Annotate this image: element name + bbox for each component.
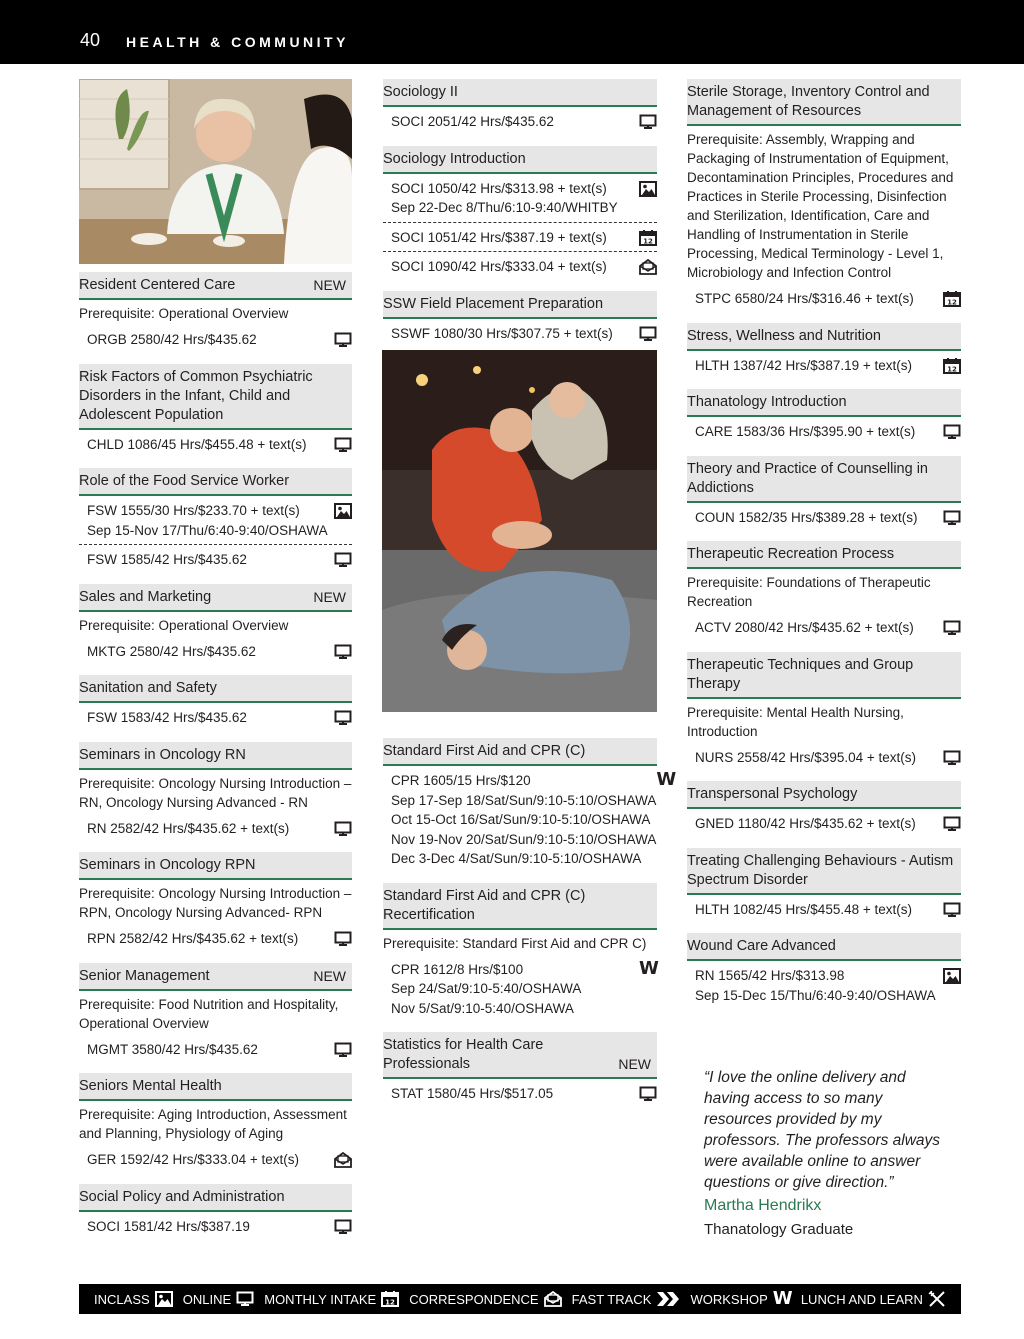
course-entry [383,79,657,136]
schedule-line: Sep 15-Nov 17/Thu/6:40-9:40/OSHAWA [87,522,328,538]
online-icon [943,902,961,918]
course-code-line: ACTV 2080/42 Hrs/$435.62 + text(s) [695,620,914,635]
section-title: HEALTH & COMMUNITY [126,34,349,50]
course-code-line: MGMT 3580/42 Hrs/$435.62 [87,1041,258,1057]
online-icon [943,816,961,832]
course-entry [383,738,677,873]
legend-item [801,1291,946,1307]
course-section [79,325,352,354]
course-title: Resident Centered Care [79,277,236,293]
course-prerequisite: Prerequisite: Mental Health Nursing, Introduction [687,704,904,739]
course-code-line: SOCI 1090/42 Hrs/$333.04 + text(s) [391,259,607,274]
course-code-line: FSW 1555/30 Hrs/$233.70 + text(s) [87,503,300,518]
legend-label: LUNCH AND LEARN [800,1291,923,1307]
course-code-line: COUN 1582/35 Hrs/$389.28 + text(s) [695,509,918,525]
course-entry [687,848,961,924]
workshop-icon: W [639,957,659,979]
online-icon [334,931,352,947]
correspondence-icon [639,259,657,275]
monthly-intake-icon [381,1291,399,1307]
svg-text:12: 12 [643,237,653,245]
course-heading [79,852,352,880]
course-heading [79,675,352,703]
column-2 [383,79,677,1118]
online-icon [334,437,352,453]
course-entry [687,541,961,642]
course-title: Transpersonal Psychology [687,786,858,802]
course-title: Sterile Storage, Inventory Control and Management of Resources [687,84,930,119]
course-section [79,924,352,953]
course-code-line: NURS 2558/42 Hrs/$395.04 + text(s) [695,749,916,765]
course-title: Sociology Introduction [383,150,526,167]
course-entry [687,456,961,532]
course-title: Role of the Food Service Worker [79,473,290,489]
schedule-line: Nov 5/Sat/9:10-5:40/OSHAWA [391,1000,574,1016]
course-section [383,174,657,223]
course-section [79,703,352,732]
course-entry [79,468,352,574]
online-icon [334,644,352,660]
inclass-icon [639,181,657,197]
course-section [79,637,352,666]
course-section [383,319,657,348]
course-code-line: STAT 1580/45 Hrs/$517.05 [391,1086,554,1101]
page-number: 40 [80,30,101,50]
course-title: Treating Challenging Behaviours - Autism Spectrum Disorder [687,852,954,888]
schedule-line: Sep 15-Dec 15/Thu/6:40-9:40/OSHAWA [695,987,936,1003]
inclass-icon [943,968,961,984]
course-heading [79,272,352,300]
schedule-line: Sep 22-Dec 8/Thu/6:10-9:40/WHITBY [391,200,618,215]
course-entry [79,963,352,1064]
new-badge: NEW [313,588,346,605]
course-heading [687,652,961,699]
course-heading [687,541,961,569]
course-entry [79,364,352,459]
course-heading [383,883,657,930]
course-title: Stress, Wellness and Nutrition [687,327,881,344]
column-3 [687,79,961,1019]
online-icon [639,1086,657,1102]
course-entry [79,1073,352,1174]
course-heading [79,742,352,770]
legend-item [409,1291,561,1307]
course-title: Seminars in Oncology RN [79,746,246,763]
course-heading [687,781,961,809]
course-title: Theory and Practice of Counselling in Addictions [687,460,928,496]
course-heading [687,456,961,503]
course-prerequisite: Prerequisite: Operational Overview [79,306,289,321]
course-code-line: CPR 1612/8 Hrs/$100 [391,961,524,977]
schedule-line: Dec 3-Dec 4/Sat/Sun/9:10-5:10/OSHAWA [391,851,642,866]
legend-item [183,1291,254,1307]
legend-label: CORRESPONDENCE [409,1291,539,1307]
legend-label: INCLASS [94,1291,150,1307]
course-title: Sales and Marketing [79,588,212,605]
photo-cpr-training [382,350,657,712]
course-code-line: GNED 1180/42 Hrs/$435.62 + text(s) [695,816,916,831]
course-code-line: SOCI 2051/42 Hrs/$435.62 [391,114,554,129]
fast-track-icon [656,1291,680,1307]
course-title: Seminars in Oncology RPN [79,857,256,873]
course-heading [79,963,352,991]
monthly-intake-icon [943,358,961,374]
course-title: Standard First Aid and CPR (C) Recertification [383,887,586,923]
legend-item [264,1291,399,1307]
course-list-col2b [383,738,677,1108]
online-icon [943,620,961,636]
column-1 [79,79,352,1250]
lunch-and-learn-icon [928,1291,946,1307]
schedule-line: Nov 19-Nov 20/Sat/Sun/9:10-5:10/OSHAWA [391,831,657,847]
inclass-icon [155,1291,173,1307]
online-icon [639,114,657,130]
course-entry [383,1032,657,1108]
inclass-icon [334,503,352,519]
course-heading [79,468,352,496]
testimonial-role: Thanatology Graduate [704,1221,854,1238]
course-entry [687,652,961,772]
course-entry [383,883,657,1023]
online-icon [943,510,961,526]
course-prerequisite: Prerequisite: Food Nutrition and Hospitality, Operational Overview [79,996,339,1031]
course-entry [383,291,657,348]
course-title: SSW Field Placement Preparation [383,295,604,312]
legend-label: WORKSHOP [690,1291,768,1307]
course-section [383,766,677,873]
legend-item [690,1288,793,1309]
course-prerequisite: Prerequisite: Oncology Nursing Introduction – RN, Oncology Nursing Advanced - RN [79,775,352,810]
course-list-col2a [383,79,657,347]
course-heading [79,1184,352,1212]
svg-text:12: 12 [947,298,957,307]
course-entry [687,389,961,446]
new-badge: NEW [618,1056,651,1072]
schedule-line: Oct 15-Oct 16/Sat/Sun/9:10-5:10/OSHAWA [391,812,651,827]
course-code-line: RN 2582/42 Hrs/$435.62 + text(s) [87,820,290,836]
course-list-col3 [687,79,961,1009]
testimonial-quote: “I love the online delivery and having access to so many resources provided by my professors. The professors always were available online to answer questions or give direction.” [704,1069,941,1191]
course-section [687,417,961,446]
online-icon [334,332,352,348]
workshop-icon: W [772,1288,793,1309]
online-icon [334,821,352,837]
course-title: Seniors Mental Health [79,1078,222,1094]
correspondence-icon [334,1152,352,1168]
course-section [383,107,657,136]
course-prerequisite: Prerequisite: Oncology Nursing Introduction – RPN, Oncology Nursing Advanced- RPN [79,886,352,920]
course-code-line: HLTH 1082/45 Hrs/$455.48 + text(s) [695,901,912,917]
course-title: Thanatology Introduction [687,394,847,410]
course-code-line: SOCI 1581/42 Hrs/$387.19 [87,1218,250,1234]
course-section [383,252,657,281]
course-code-line: SOCI 1050/42 Hrs/$313.98 + text(s) [391,180,607,196]
online-icon [334,552,352,568]
course-code-line: FSW 1583/42 Hrs/$435.62 [87,710,247,725]
course-entry [687,323,961,380]
course-section [687,895,961,924]
online-icon [236,1291,254,1307]
delivery-legend-bar [79,1284,961,1314]
course-section [79,545,352,574]
svg-text:12: 12 [947,365,957,373]
legend-label: FAST TRACK [571,1291,652,1307]
course-entry [79,1184,352,1241]
course-code-line: HLTH 1387/42 Hrs/$387.19 + text(s) [695,357,912,373]
course-code-line: STPC 6580/24 Hrs/$316.46 + text(s) [695,291,914,306]
course-entry [687,79,961,313]
schedule-line: Sep 24/Sat/9:10-5:40/OSHAWA [391,981,582,996]
course-section [687,503,961,532]
course-entry [79,272,352,354]
course-section [79,1035,352,1064]
testimonial-name: Martha Hendrikx [704,1197,822,1214]
course-title: Sanitation and Safety [79,680,217,696]
course-entry [383,146,657,281]
new-badge: NEW [313,967,346,984]
course-code-line: GER 1592/42 Hrs/$333.04 + text(s) [87,1152,299,1167]
course-entry [79,675,352,732]
course-title: Risk Factors of Common Psychiatric Disorders in the Infant, Child and Adolescent Population [79,368,313,423]
course-code-line: CHLD 1086/45 Hrs/$455.48 + text(s) [87,436,307,452]
course-prerequisite: Prerequisite: Standard First Aid and CPR C) [383,935,647,951]
course-section [79,1145,352,1174]
course-heading [79,1073,352,1101]
legend-item [94,1291,173,1307]
course-heading [687,79,961,126]
course-code-line: MKTG 2580/42 Hrs/$435.62 [87,643,256,659]
online-icon [334,1219,352,1235]
course-code-line: RN 1565/42 Hrs/$313.98 [695,968,845,983]
course-list-col1 [79,272,352,1240]
legend-label: ONLINE [182,1291,232,1307]
course-code-line: FSW 1585/42 Hrs/$435.62 [87,552,247,567]
course-section [687,809,961,838]
course-heading [79,584,352,612]
course-title: Statistics for Health Care Professionals [383,1037,544,1072]
workshop-icon: W [656,769,677,790]
course-entry [79,584,352,666]
course-prerequisite: Prerequisite: Aging Introduction, Assessment and Planning, Physiology of Aging [79,1107,347,1141]
course-prerequisite: Prerequisite: Operational Overview [79,617,289,633]
course-heading [687,389,961,417]
course-title: Senior Management [79,967,210,984]
course-entry [687,933,961,1009]
course-heading [383,79,657,107]
course-title: Social Policy and Administration [79,1188,285,1205]
course-section [383,955,657,1023]
legend-item [572,1291,681,1307]
course-title: Standard First Aid and CPR (C) [383,743,586,759]
course-section [687,613,961,642]
course-title: Therapeutic Techniques and Group Therapy [687,656,914,692]
course-section [79,1212,352,1241]
online-icon [334,1042,352,1058]
course-prerequisite: Prerequisite: Assembly, Wrapping and Packaging of Instrumentation of Equipment, Decontamination Principles, Procedures and Practices in Sterile Processing, Disinfection and Sterilization, Identification, Care and Handling of Instrumentation in Sterile Processing, Medical Terminology - Level 1, Microbiology and Infection Control [687,132,954,280]
course-section [383,223,657,253]
course-heading [383,1032,657,1079]
course-code-line: CPR 1605/15 Hrs/$120 [391,773,531,788]
course-title: Wound Care Advanced [687,938,836,954]
course-section [687,961,961,1009]
course-prerequisite: Prerequisite: Foundations of Therapeutic Recreation [687,575,931,609]
course-entry [687,781,961,838]
course-heading [687,933,961,961]
svg-text:12: 12 [385,1298,396,1307]
course-heading [383,291,657,319]
course-heading [687,848,961,895]
course-title: Therapeutic Recreation Process [687,546,895,562]
course-section [79,430,352,459]
course-code-line: SSWF 1080/30 Hrs/$307.75 + text(s) [391,325,613,341]
new-badge: NEW [313,277,346,293]
course-code-line: RPN 2582/42 Hrs/$435.62 + text(s) [87,931,299,946]
course-heading [687,323,961,351]
course-section [383,1079,657,1108]
course-section [79,496,352,545]
page-header-bar [0,0,1024,64]
correspondence-icon [544,1291,562,1307]
online-icon [639,326,657,342]
photo-caregivers [79,79,352,264]
course-title: Sociology II [383,84,458,100]
course-code-line: SOCI 1051/42 Hrs/$387.19 + text(s) [391,229,607,245]
course-section [687,284,961,313]
course-entry [79,742,352,843]
course-section [687,351,961,380]
legend-label: MONTHLY INTAKE [264,1291,377,1307]
monthly-intake-icon [943,291,961,307]
schedule-line: Sep 17-Sep 18/Sat/Sun/9:10-5:10/OSHAWA [391,792,657,808]
course-code-line: CARE 1583/36 Hrs/$395.90 + text(s) [695,424,916,439]
monthly-intake-icon [639,230,657,246]
online-icon [334,710,352,726]
course-section [687,743,961,772]
course-entry [79,852,352,953]
course-heading [383,146,657,174]
course-heading [79,364,352,430]
online-icon [943,750,961,766]
online-icon [943,424,961,440]
course-code-line: ORGB 2580/42 Hrs/$435.62 [87,332,257,347]
course-heading [383,738,657,766]
course-section [79,814,352,843]
